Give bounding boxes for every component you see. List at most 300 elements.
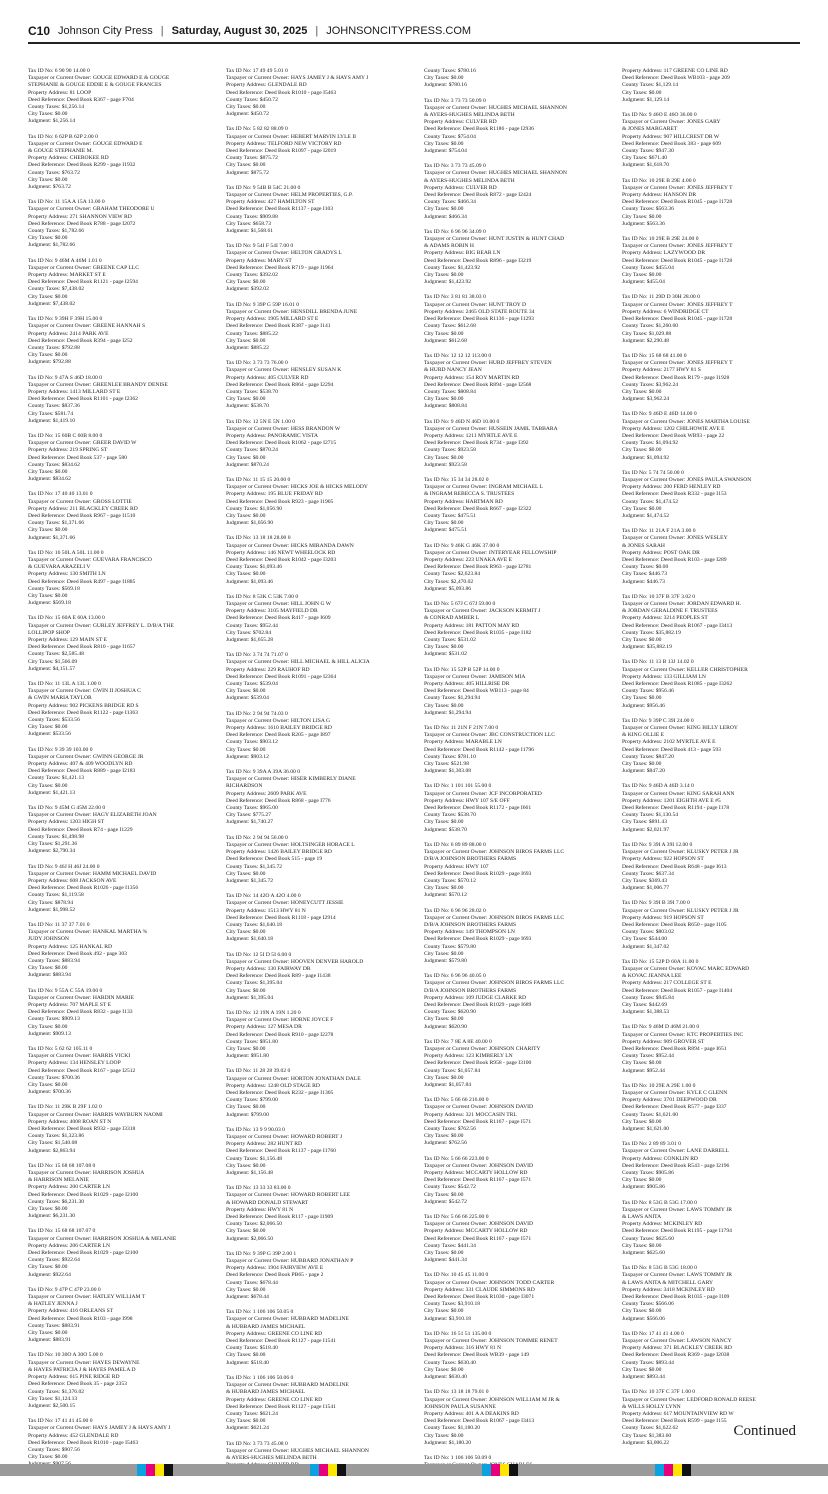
record-line: & HUBBARD JAMES MICHAEL — [226, 1323, 306, 1330]
record-line: & HARRISON MELANIE — [28, 1177, 89, 1184]
record-line: Property Address: 707 MAPLE ST E — [28, 1001, 112, 1008]
record-line: Deed Reference: Deed Book R1030 - page I3071 — [424, 1294, 535, 1301]
tax-record — [622, 178, 800, 228]
tax-record — [424, 477, 602, 535]
notice-columns — [28, 68, 800, 1461]
record-line: Judgment: $612.68 — [424, 337, 467, 344]
record-line: City Taxes: $0.00 — [622, 89, 662, 96]
color-swatch — [664, 1464, 673, 1476]
record-line: Property Address: 149 THOMPSON LN — [424, 929, 515, 936]
record-line: County Taxes: $1,395.04 — [226, 980, 283, 987]
record-line: Taxpayer or Current Owner: JONES JEFFREY T — [622, 301, 733, 308]
record-line: Taxpayer or Current Owner: JORDAN EDWARD H. — [622, 601, 742, 607]
record-line: County Taxes: $1,371.66 — [28, 520, 85, 527]
record-line: Tax ID No: 8 53G B 53G 18.00 0 — [622, 1265, 697, 1272]
record-line: Deed Reference: Deed Book R958 - page I3100 — [424, 1060, 532, 1067]
record-line: City Taxes: $0.00 — [424, 1250, 464, 1257]
tax-record — [424, 842, 602, 900]
record-line: Tax ID No: 10 30O A 30O 5.00 0 — [28, 1352, 103, 1359]
record-line: Deed Reference: Deed Book R369 - page I2038 — [622, 1352, 730, 1359]
record-line: Property Address: 195 BLUE FRIDAY RD — [226, 491, 323, 498]
record-line: County Taxes: $883.91 — [28, 1322, 80, 1329]
record-line: Tax ID No: 9 39I A 39I 12.00 0 — [622, 841, 693, 848]
tax-record — [28, 199, 206, 249]
record-line: Taxpayer or Current Owner: HENSDILL BRENDA JUNE — [226, 308, 358, 315]
record-line: Taxpayer or Current Owner: GURLEY JEFFREY L. D/B/A THE — [28, 622, 174, 629]
record-line: City Taxes: $0.00 — [622, 272, 662, 279]
record-line: Property Address: 123 KIMBERLY LN — [424, 1053, 513, 1060]
record-line: Property Address: 416 ORLEANS ST — [28, 1308, 114, 1315]
record-line: Taxpayer or Current Owner: JOHNSON WILLIAM M JR & — [424, 1396, 560, 1403]
record-line: City Taxes: $0.00 — [226, 571, 266, 578]
color-swatch — [655, 1464, 664, 1476]
record-line: City Taxes: $0.00 — [28, 1454, 68, 1461]
record-line: County Taxes: $563.36 — [622, 206, 674, 213]
record-line: Taxpayer or Current Owner: JOHNSON DAVID — [424, 1221, 534, 1228]
record-line: & INGRAM REBECCA S. TRUSTEES — [424, 491, 515, 498]
record-line: Taxpayer or Current Owner: HARRISON JOSHUA & MELANIE — [28, 1235, 177, 1242]
record-line: Tax ID No: 9 39A A 39A 36.00 0 — [226, 769, 301, 776]
record-line: City Taxes: $0.00 — [226, 279, 266, 286]
record-line: Judgment: $1,256.14 — [28, 118, 76, 125]
print-color-bar — [0, 1464, 828, 1476]
tax-record — [28, 68, 206, 126]
record-line: Property Address: GREENE CO LINE RD — [226, 1396, 323, 1403]
record-line: Property Address: 1426 BAILEY BRIDGE RD — [226, 849, 332, 856]
record-line: City Taxes: $671.40 — [622, 155, 668, 162]
record-line: Judgment: $35,882.19 — [622, 644, 672, 651]
record-line: Property Address: GREENE CO LINE RD — [226, 1330, 323, 1337]
record-line: JOHNSON PAULA SUSANNE — [424, 1403, 496, 1410]
record-line: County Taxes: $951.80 — [226, 1038, 278, 1045]
record-line: Judgment: $538.70 — [226, 403, 269, 410]
record-line: City Taxes: $0.00 — [226, 1104, 266, 1111]
record-line: Property Address: 427 HAMILTON ST — [226, 199, 315, 206]
record-line: & AYERS-HUGHES MELINDA BETH — [424, 177, 515, 184]
record-line: Tax ID No: 3 73 73 76.00 0 — [226, 360, 288, 367]
record-line: Deed Reference: Deed Book R1097 - page I2019 — [226, 148, 337, 155]
record-line: Taxpayer or Current Owner: HURD JEFFREY STEVEN — [424, 360, 552, 367]
record-line: City Taxes: $0.00 — [622, 1177, 662, 1184]
record-line: Tax ID No: 5 62 62 105.11 0 — [28, 1045, 93, 1052]
record-line: County Taxes: $883.94 — [28, 957, 80, 964]
record-line: Property Address: MARKET ST E — [28, 272, 106, 279]
tax-record — [424, 68, 602, 90]
record-line: City Taxes: $0.00 — [424, 330, 464, 337]
record-line: Tax ID No: 1 106 106 50.06 0 — [226, 1374, 294, 1381]
record-line: City Taxes: $0.00 — [424, 1191, 464, 1198]
record-line: Judgment: $951.80 — [226, 1053, 269, 1060]
record-line: Deed Reference: Deed Book PB65 - page 2 — [226, 1272, 324, 1279]
record-line: Taxpayer or Current Owner: HAMM MICHAEL DAVID — [28, 870, 157, 877]
record-line: & JONES MARGARET — [622, 126, 678, 133]
color-swatch — [328, 1464, 337, 1476]
record-line: Property Address: TELFORD NEW VICTORY RD — [226, 140, 342, 147]
record-line: City Taxes: $0.00 — [622, 447, 662, 454]
record-line: Taxpayer or Current Owner: HATLEY WILLIAM T — [28, 1294, 146, 1301]
record-line: Tax ID No: 17 41 41 45.00 0 — [28, 1418, 93, 1425]
record-line: Tax ID No: 15 60B C 60B 8.00 0 — [28, 432, 103, 439]
tax-record — [28, 805, 206, 855]
record-line: Tax ID No: 13 18 18 79.01 0 — [424, 1389, 489, 1396]
record-line: Judgment: $441.34 — [424, 1257, 467, 1264]
tax-record — [622, 900, 800, 950]
record-line: Property Address: 130 SMITH LN — [28, 571, 106, 578]
record-line: Judgment: $883.94 — [28, 972, 71, 979]
record-line: & JORDAN GERALDINE F. TRUSTEES — [622, 608, 718, 615]
record-line: Property Address: MCKINLEY RD — [622, 1221, 703, 1228]
record-line: Deed Reference: Deed Book R232 - page I1305 — [226, 1089, 334, 1096]
record-line: Property Address: 617 MOUNTAINVIEW RD W — [622, 1410, 734, 1417]
record-line: Judgment: $1,180.20 — [424, 1439, 472, 1446]
record-line: & JONES SARAH — [622, 542, 665, 549]
record-line: Judgment: $2,790.34 — [28, 848, 76, 855]
record-line: City Taxes: $0.00 — [622, 637, 662, 644]
record-line: City Taxes: $0.00 — [226, 396, 266, 403]
record-line: Property Address: 2177 HWY 81 S — [622, 367, 701, 374]
record-line: Property Address: 181 PATTON MAY RD — [424, 622, 520, 629]
record-line: Property Address: 371 BLACKLEY CREEK RD — [622, 1345, 732, 1352]
record-line: City Taxes: $0.00 — [226, 1286, 266, 1293]
record-line: & KING OLLIE E — [622, 732, 665, 739]
masthead-divider: | — [160, 25, 164, 37]
record-line: Taxpayer or Current Owner: JOHNSON BIROS FARMS LLC — [424, 980, 565, 987]
record-line: Tax ID No: 17 40 40 13.01 0 — [28, 491, 93, 498]
tax-record — [28, 375, 206, 425]
record-line: Property Address: HWY 107 — [424, 863, 489, 870]
record-line: Taxpayer or Current Owner: JACKSON KERMIT J — [424, 608, 541, 615]
record-line: Judgment: $7,438.02 — [28, 300, 76, 307]
record-line: Taxpayer or Current Owner: JAMISON MIA — [424, 673, 526, 680]
record-line: Tax ID No: 11 13L A 13L 1.00 0 — [28, 681, 101, 688]
tax-record — [28, 1287, 206, 1345]
record-line: City Taxes: $0.00 — [622, 1060, 662, 1067]
record-line: & GWIN MARIA TAYLOR — [28, 695, 92, 702]
record-line: & GUEVARA ARAZELI V — [28, 564, 91, 571]
record-line: County Taxes: $538.70 — [424, 812, 476, 819]
record-line: Tax ID No: 15 68 68 107.08 0 — [28, 1162, 96, 1169]
record-line: Tax ID No: 15 52P B 52P 14.00 0 — [424, 666, 500, 673]
record-line: City Taxes: $446.73 — [622, 571, 668, 578]
record-line: Deed Reference: Deed Book R910 - page I2278 — [226, 1031, 334, 1038]
tax-record — [226, 419, 404, 469]
tax-record — [622, 411, 800, 461]
record-line: Tax ID No: 9 46D A 46D 3.14 0 — [622, 783, 694, 790]
color-bar-gap — [173, 1464, 310, 1476]
record-line: Judgment: $883.91 — [28, 1337, 71, 1344]
record-line: Tax ID No: 8 53G B 53G 17.00 0 — [622, 1199, 697, 1206]
tax-record — [28, 922, 206, 980]
tax-record — [28, 864, 206, 914]
record-line: Judgment: $1,474.52 — [622, 512, 670, 519]
record-line: County Taxes: $808.84 — [424, 388, 476, 395]
record-line: Taxpayer or Current Owner: JOHNSON TOMMIE RENET — [424, 1338, 558, 1345]
masthead — [28, 20, 800, 42]
tax-record — [622, 68, 800, 104]
record-line: & AYERS-HUGHES MELINDA BETH — [424, 112, 515, 119]
record-line: County Taxes: $542.72 — [424, 1184, 476, 1191]
record-line: County Taxes: $907.56 — [28, 1446, 80, 1453]
record-line: Property Address: 1513 HWY 81 N — [226, 907, 306, 914]
record-line: Taxpayer or Current Owner: GROSS LOTTIE — [28, 498, 132, 505]
record-line: County Taxes: $612.68 — [424, 323, 476, 330]
record-line: D/B/A JOHNSON BROTHERS FARMS — [424, 856, 517, 863]
record-line: Property Address: 130 FAIRWAY DR — [226, 965, 311, 972]
record-line: Tax ID No: 9 39P C 39I 24.00 0 — [622, 717, 694, 724]
record-line: Tax ID No: 12 5I D 5I 6.00 0 — [226, 951, 292, 958]
record-line: & HOWARD DONALD STEWART — [226, 1199, 309, 1206]
record-line: Tax ID No: 1 101 101 55.00 0 — [424, 783, 492, 790]
record-line: Deed Reference: Deed Book R872 - page I2424 — [424, 192, 532, 199]
record-line: Deed Reference: Deed Book 492 - page 303 — [28, 950, 127, 957]
record-line: City Taxes: $0.00 — [28, 965, 68, 972]
record-line: Tax ID No: 17 41 41 4.00 0 — [622, 1330, 684, 1337]
tax-record — [226, 1185, 404, 1243]
record-line: Property Address: HANSON DR — [622, 192, 697, 199]
record-line: County Taxes: $2,066.50 — [226, 1221, 283, 1228]
record-line: Deed Reference: Deed Book R923 - page I1905 — [226, 498, 334, 505]
record-line: Deed Reference: Deed Book R868 - page I776 — [226, 797, 331, 804]
record-line: Judgment: $563.36 — [622, 220, 665, 227]
tax-record — [622, 783, 800, 833]
record-line: City Taxes: $0.00 — [424, 1016, 464, 1023]
record-line: County Taxes: $952.44 — [226, 622, 278, 629]
record-line: City Taxes: $0.00 — [424, 454, 464, 461]
record-line: Deed Reference: Deed Book R1167 - page I571 — [424, 1118, 532, 1125]
tax-record — [226, 185, 404, 235]
record-line: Taxpayer or Current Owner: JOHNSON CHARITY — [424, 1045, 541, 1052]
record-line: Taxpayer or Current Owner: GOUGE EDWARD E — [28, 140, 143, 147]
record-line: Judgment: $754.04 — [424, 148, 467, 155]
tax-record — [424, 725, 602, 775]
record-line: Taxpayer or Current Owner: HUGHES MICHAEL SHANNON — [424, 104, 567, 111]
record-line: City Taxes: $0.00 — [424, 1074, 464, 1081]
tax-record — [28, 1352, 206, 1410]
tax-record — [28, 1418, 206, 1468]
record-line: Deed Reference: Deed Book R667 - page I2322 — [424, 505, 532, 512]
record-line: Deed Reference: Deed Book R832 - page I133 — [28, 1009, 133, 1016]
color-swatch — [509, 1464, 518, 1476]
record-line: Judgment: $700.36 — [28, 1089, 71, 1096]
record-line: Judgment: $922.64 — [28, 1271, 71, 1278]
record-line: Deed Reference: Deed Book R1136 - page I1293 — [424, 316, 534, 323]
color-bar-gap — [691, 1464, 828, 1476]
record-line: Tax ID No: 15 68 68 41.00 0 — [622, 352, 687, 359]
tax-record — [226, 769, 404, 827]
record-line: County Taxes: $1,782.66 — [28, 228, 85, 235]
tax-record — [226, 1010, 404, 1060]
record-line: Property Address: 211 BLACKLEY CREEK RD — [28, 505, 138, 512]
record-line: Property Address: 229 RAUHOF RD — [226, 666, 310, 673]
record-line: City Taxes: $442.69 — [622, 1001, 668, 1008]
record-line: City Taxes: $891.43 — [622, 819, 668, 826]
record-line: Judgment: $518.40 — [226, 1359, 269, 1366]
record-line: Taxpayer or Current Owner: HICKS JOE & HICKS MELODY — [226, 484, 368, 491]
record-line: Judgment: $1,655.28 — [226, 637, 274, 644]
record-line: & ADAMS ROBIN H — [424, 243, 474, 250]
record-line: Tax ID No: 11 21A F 21A 3.00 0 — [622, 528, 696, 535]
record-line: City Taxes: $0.00 — [226, 512, 266, 519]
record-line: Tax ID No: 10 29E A 29E 1.00 0 — [622, 1082, 696, 1089]
record-line: Judgment: $4,151.57 — [28, 665, 76, 672]
record-line: County Taxes: $754.04 — [424, 133, 476, 140]
record-line: Property Address: MARY ST — [226, 257, 292, 264]
record-line: City Taxes: $0.00 — [28, 352, 68, 359]
record-line: Taxpayer or Current Owner: LANE DARRELL — [622, 1148, 729, 1155]
record-line: Tax ID No: 11 37 37 7.01 0 — [28, 921, 90, 928]
record-line: Tax ID No: 9 39 39 103.00 0 — [28, 746, 93, 753]
tax-record — [424, 1272, 602, 1322]
record-line: & CONRAD AMBER L — [424, 615, 480, 622]
tax-record — [622, 842, 800, 892]
record-line: County Taxes: $1,423.92 — [424, 264, 481, 271]
record-line: Tax ID No: 13 9 9 90.03 0 — [226, 1126, 285, 1133]
tax-record — [226, 1068, 404, 1118]
tax-record — [28, 1228, 206, 1278]
record-line: Taxpayer or Current Owner: HORNE JOYCE F — [226, 1017, 334, 1024]
record-line: Property Address: 271 SHANNON VIEW RD — [28, 213, 132, 220]
record-line: Tax ID No: 9 46J H 46J 24.00 0 — [28, 863, 100, 870]
record-line: County Taxes: $1,323.86 — [28, 1133, 85, 1140]
record-line: Property Address: MARABLE LN — [424, 739, 502, 746]
record-line: Property Address: 3105 MAYFIELD DR — [226, 608, 318, 615]
record-line: City Taxes: $0.00 — [424, 272, 464, 279]
record-line: Taxpayer or Current Owner: HUBBARD JONATHAN P — [226, 1258, 354, 1265]
record-line: Taxpayer or Current Owner: HELM PROPERTIES, G.P. — [226, 192, 353, 199]
record-line: Taxpayer or Current Owner: HORTON JONATHAN DALE — [226, 1075, 361, 1082]
record-line: City Taxes: $0.00 — [226, 1228, 266, 1235]
record-line: Deed Reference: Deed Book R1029 - page I693 — [424, 870, 532, 877]
record-line: Taxpayer or Current Owner: HUBBARD MADELINE — [226, 1382, 349, 1389]
record-line: City Taxes: $0.00 — [424, 950, 464, 957]
tax-record — [622, 594, 800, 652]
record-line: County Taxes: $909.88 — [226, 213, 278, 220]
record-line: Tax ID No: 13 33 33 83.00 0 — [226, 1185, 291, 1192]
record-line: & LAWS ANITA & MITCHELL GARY — [622, 1279, 714, 1286]
record-line: Property Address: 331 CLAUDE SIMMONS RD — [424, 1286, 535, 1293]
record-line: Judgment: $1,371.66 — [28, 534, 76, 541]
record-line: Property Address: 608 JACKSON AVE — [28, 877, 117, 884]
record-line: Deed Reference: Deed Book R1057 - page I1404 — [622, 987, 733, 994]
record-line: Taxpayer or Current Owner: JOHNSON BIROS FARMS LLC — [424, 849, 565, 856]
record-line: County Taxes: $905.86 — [622, 1170, 674, 1177]
continued-label: Continued — [733, 1423, 796, 1439]
record-line: Deed Reference: Deed Book R1172 - page I661 — [424, 805, 532, 812]
record-line: Deed Reference: Deed Book R1067 - page I3413 — [424, 1418, 535, 1425]
record-line: Judgment: $2,021.97 — [622, 826, 670, 833]
record-line: County Taxes: $1,498.98 — [28, 833, 85, 840]
record-line: Property Address: 200 FERD HENLEY RD — [622, 484, 721, 491]
record-line: Taxpayer or Current Owner: HOLTSINGER HORACE L — [226, 841, 355, 848]
record-line: Judgment: $870.24 — [226, 461, 269, 468]
record-line: Tax ID No: 11 15 15 20.00 0 — [226, 476, 291, 483]
record-line: Judgment: $5,093.86 — [424, 585, 472, 592]
color-swatch — [310, 1464, 319, 1476]
record-line: Property Address: 117 GREENE CO LINE RD — [622, 68, 728, 74]
record-line: Tax ID No: 3 81 81 38.03 0 — [424, 294, 486, 301]
tax-record — [226, 594, 404, 644]
record-line: Tax ID No: 12 19N A 19N 1.20 0 — [226, 1009, 301, 1016]
record-line: Deed Reference: Deed Book R167 - page I2512 — [28, 1067, 136, 1074]
record-line: Taxpayer or Current Owner: HOWARD ROBERT LEE — [226, 1192, 351, 1199]
record-line: Property Address: 133 GILLIAM LN — [622, 673, 706, 680]
record-line: Deed Reference: Deed Book WB39 - page 149 — [424, 1352, 530, 1359]
record-line: Judgment: $542.72 — [424, 1198, 467, 1205]
record-line: Deed Reference: Deed Book R1142 - page I1796 — [424, 746, 534, 753]
record-line: Deed Reference: Deed Book R332 - page I153 — [622, 491, 727, 498]
record-line: Judgment: $1,618.70 — [622, 162, 670, 169]
record-line: Deed Reference: Deed Book R497 - page I1885 — [28, 578, 136, 585]
record-line: City Taxes: $0.00 — [28, 527, 68, 534]
record-line: Property Address: 405 HILLRISE DR — [424, 681, 510, 688]
record-line: Judgment: $533.56 — [28, 731, 71, 738]
record-line: Property Address: 321 MOCCASIN TRL — [424, 1111, 517, 1118]
record-line: City Taxes: $0.00 — [424, 885, 464, 892]
record-line: Judgment: $1,294.94 — [424, 709, 472, 716]
record-line: City Taxes: $0.00 — [622, 761, 662, 768]
record-line: Judgment: $780.16 — [424, 82, 467, 89]
record-line: City Taxes: $0.00 — [622, 213, 662, 220]
record-line: Tax ID No: 9 39H F 39H 15.00 0 — [28, 316, 103, 323]
tax-record — [424, 229, 602, 287]
record-line: Judgment: $392.02 — [226, 286, 269, 293]
record-line: County Taxes: $945.84 — [622, 994, 674, 1001]
record-line: Judgment: $450.72 — [226, 111, 269, 118]
record-line: Taxpayer or Current Owner: LAWS TOMMY JR — [622, 1206, 732, 1213]
record-line: Deed Reference: Deed Book R1029 - page I693 — [424, 936, 532, 943]
record-line: Tax ID No: 9 46D E 46D 14.00 0 — [622, 411, 697, 418]
record-line: Taxpayer or Current Owner: KOVAC MARC EDWARD — [622, 965, 750, 972]
record-line: County Taxes: $923.58 — [424, 447, 476, 454]
record-line: Deed Reference: Deed Book R1167 - page I571 — [424, 1177, 532, 1184]
record-line: County Taxes: $1,474.52 — [622, 498, 679, 505]
record-line: Tax ID No: 6 96 96 28.02 0 — [424, 907, 486, 914]
record-line: City Taxes: $0.00 — [226, 454, 266, 461]
record-line: Judgment: $630.40 — [424, 1374, 467, 1381]
tax-record — [28, 681, 206, 739]
record-line: Property Address: HWY 81 N — [226, 1206, 294, 1213]
tax-record — [622, 294, 800, 344]
record-line: City Taxes: $0.00 — [28, 1330, 68, 1337]
record-line: County Taxes: $678.44 — [226, 1279, 278, 1286]
record-line: County Taxes: $875.72 — [226, 155, 278, 162]
record-line: City Taxes: $0.00 — [28, 293, 68, 300]
record-line: Judgment: $952.44 — [622, 1067, 665, 1074]
record-line: Taxpayer or Current Owner: GREER DAVID W — [28, 440, 137, 447]
record-line: Taxpayer or Current Owner: HAYES DEWAYNE — [28, 1359, 140, 1366]
record-line: STEPHANIE & GOUGE EDDIE E & GOUGE FRANCES — [28, 82, 162, 89]
record-line: County Taxes: $621.24 — [226, 1410, 278, 1417]
record-line: City Taxes: $0.00 — [424, 520, 464, 527]
record-line: Judgment: $762.56 — [424, 1140, 467, 1147]
record-line: Deed Reference: Deed Book 537 - page 580 — [28, 454, 127, 461]
tax-record — [226, 652, 404, 702]
tax-record — [226, 360, 404, 410]
record-line: Tax ID No: 10 37F B 37F 3.02 0 — [622, 593, 696, 600]
record-line: Deed Reference: Deed Book R648 - page I613 — [622, 863, 727, 870]
record-line: County Taxes: $531.02 — [424, 637, 476, 644]
record-line: Tax ID No: 15 68 68 107.07 0 — [28, 1228, 96, 1235]
record-line: Taxpayer or Current Owner: JONES PAULA SWANSON — [622, 476, 752, 483]
record-line: Judgment: $792.88 — [28, 359, 71, 366]
record-line: Taxpayer or Current Owner: HELTON GRADYS L — [226, 250, 342, 257]
record-line: County Taxes: $885.22 — [226, 330, 278, 337]
record-line: Deed Reference: Deed Book 383 - page 609 — [622, 140, 721, 147]
record-line: Property Address: 154 ROY MARTIN RD — [424, 374, 520, 381]
tax-record — [424, 973, 602, 1031]
record-line: Judgment: $1,093.46 — [226, 578, 274, 585]
record-line: Judgment: $678.44 — [226, 1294, 269, 1301]
